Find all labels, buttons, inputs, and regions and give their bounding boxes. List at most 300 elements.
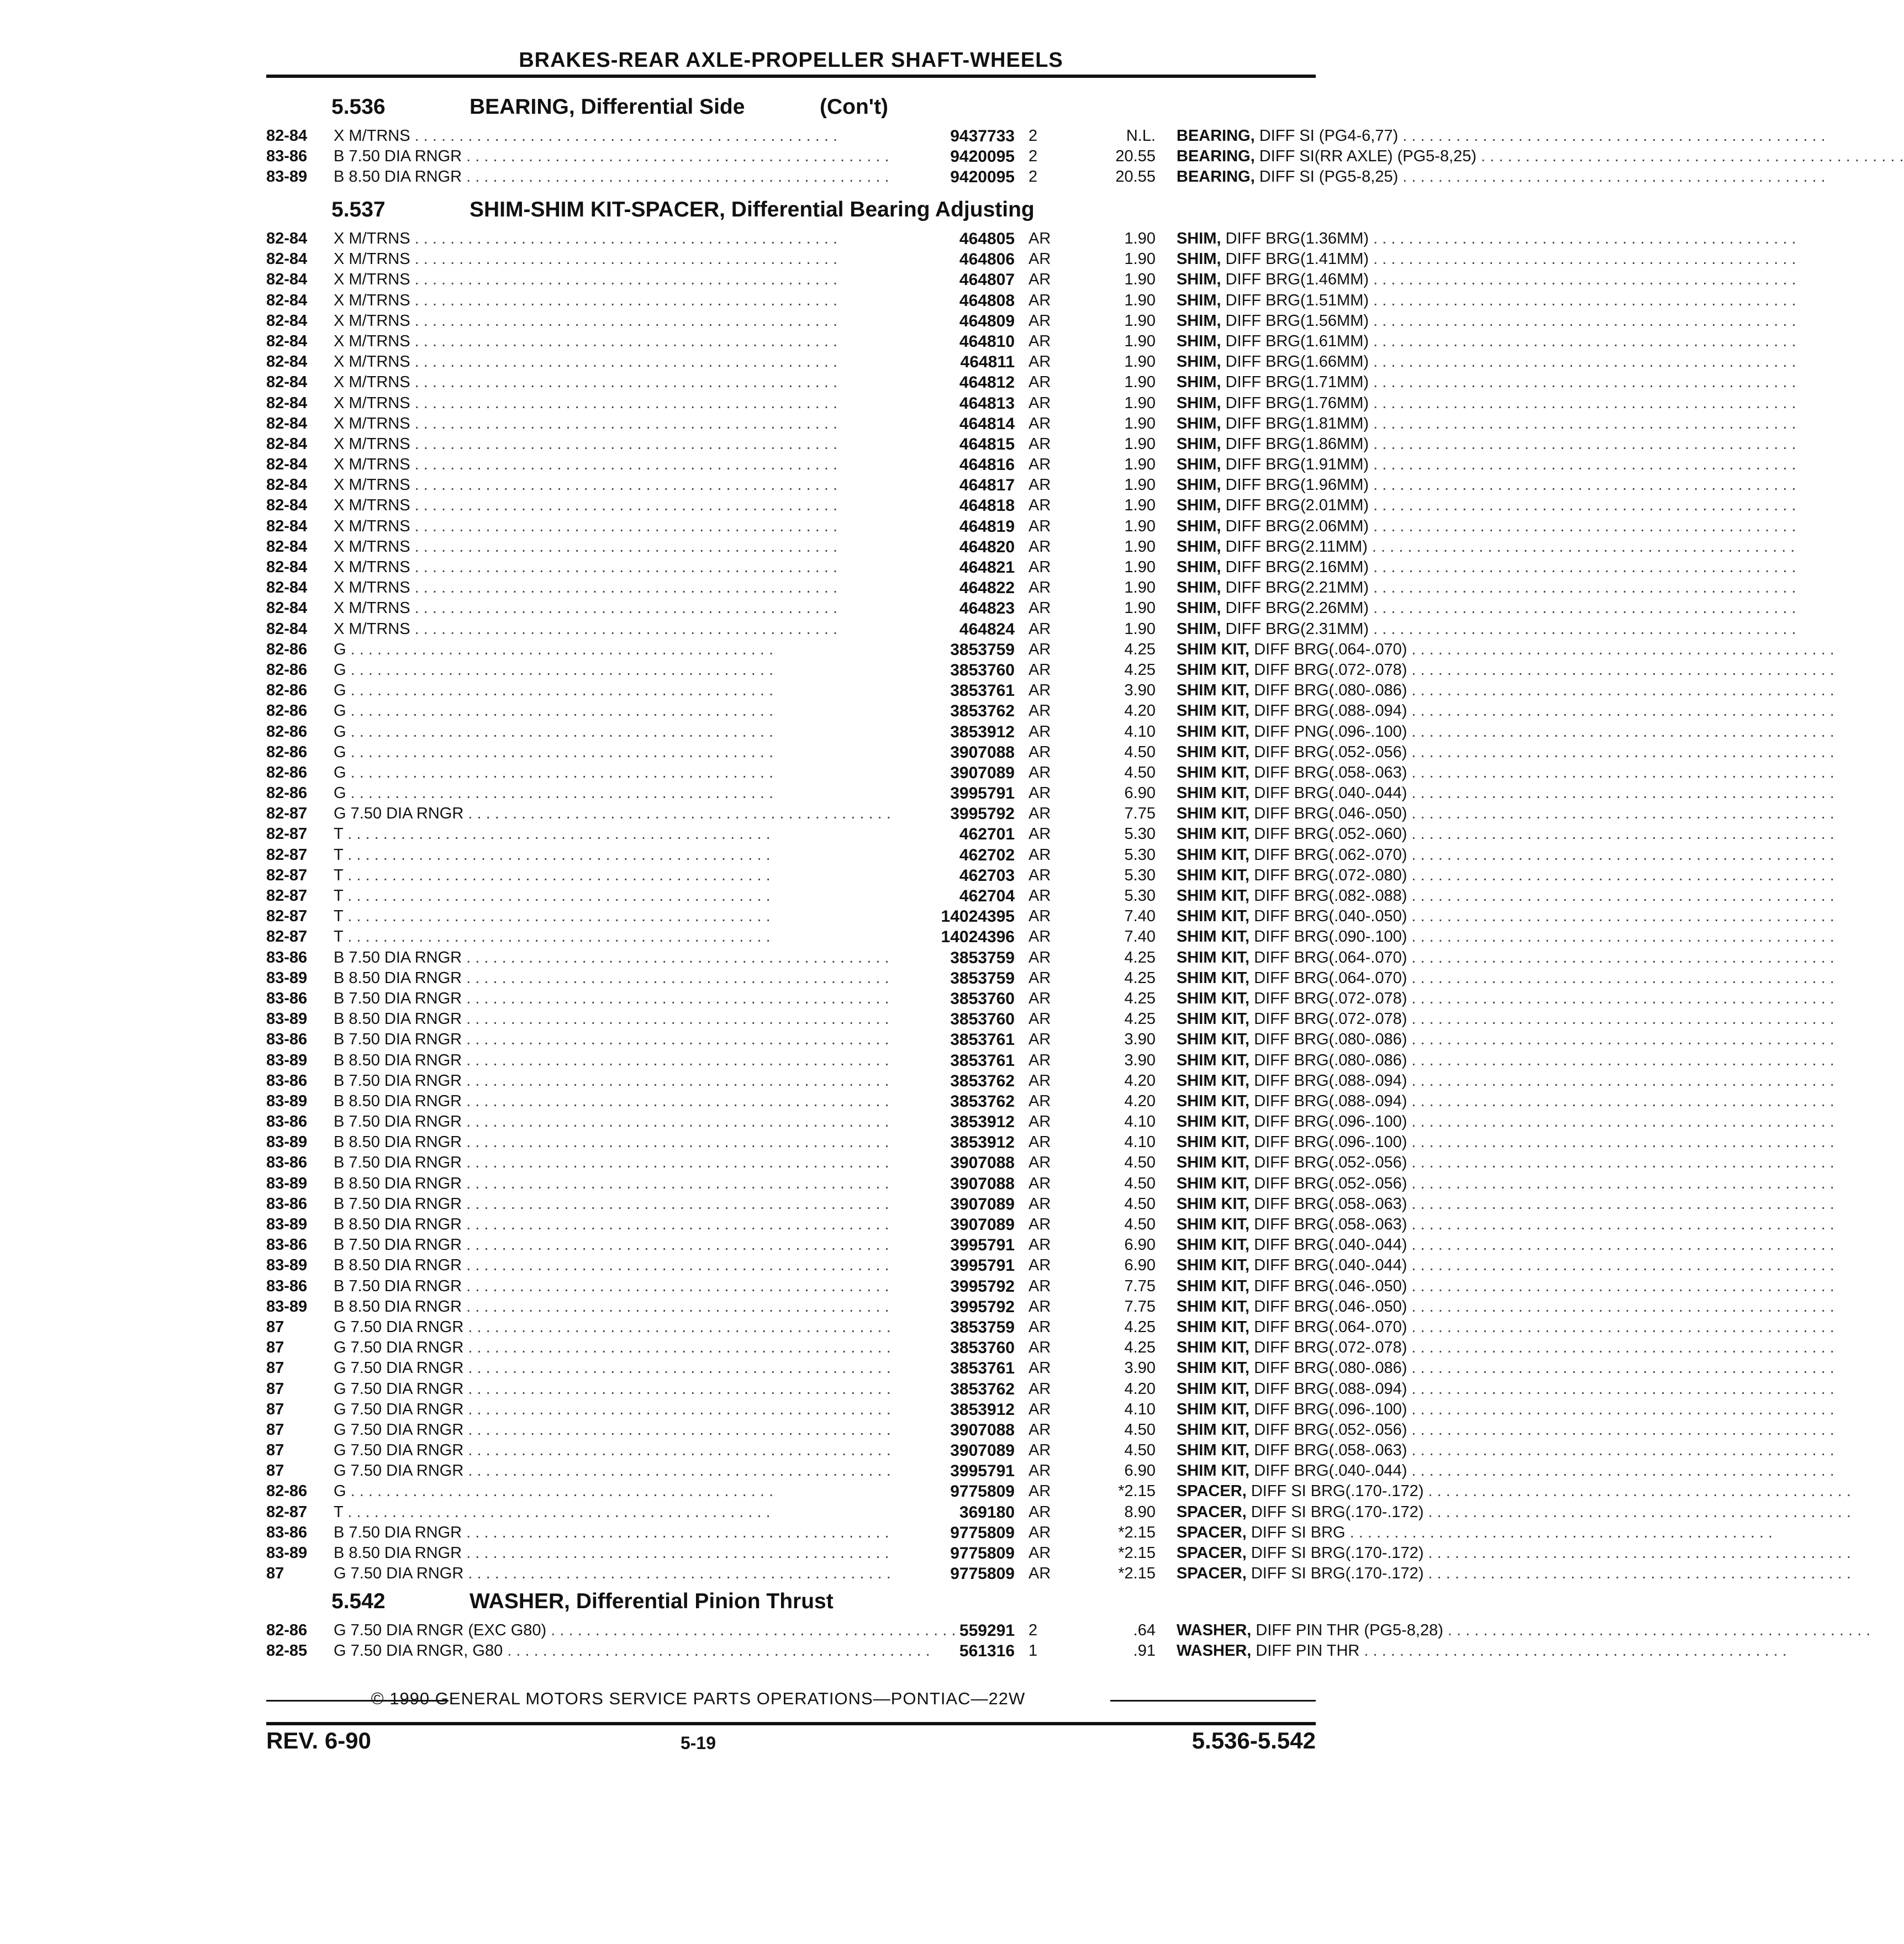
section-number: 5.537 — [331, 198, 386, 221]
description-cell — [1177, 660, 1834, 680]
application-cell — [334, 742, 820, 763]
part-name: SHIM KIT, — [1177, 1113, 1250, 1131]
section-title: WASHER, Differential Pinion Thrust — [470, 1589, 834, 1613]
part-description: DIFF BRG(.040-.050) — [1254, 907, 1407, 926]
revision-label: REV. 6-90 — [266, 1728, 371, 1753]
description-cell — [1177, 352, 1796, 372]
description-cell — [1177, 1071, 1834, 1091]
application-text: X M/TRNS — [334, 394, 410, 412]
application-cell — [334, 1297, 889, 1317]
table-row — [266, 1543, 1851, 1563]
quantity: AR — [1029, 620, 1051, 638]
part-description: DIFF BRG(.046-.050) — [1254, 1277, 1407, 1295]
dot-leader: . . . . . . . . . . . . . . . . . . . . . . . . . . . . . . . . . . . . . . . . . . . . . . . . — [410, 558, 838, 576]
part-description: DIFF BRG(.052-.060) — [1254, 825, 1407, 843]
dot-leader: . . . . . . . . . . . . . . . . . . . . . . . . . . . . . . . . . . . . . . . . . . . . . . . . — [346, 661, 774, 679]
application-text: B 8.50 DIA RNGR — [334, 1051, 462, 1069]
part-number: 559291 — [959, 1621, 1015, 1640]
description-cell — [1177, 1276, 1834, 1297]
dot-leader: . . . . . . . . . . . . . . . . . . . . . . . . . . . . . . . . . . . . . . . . . . . . . . . . — [1407, 661, 1834, 679]
dot-leader: . . . . . . . . . . . . . . . . . . . . . . . . . . . . . . . . . . . . . . . . . . . . . . . . — [1369, 230, 1796, 247]
description-cell — [1177, 824, 1834, 844]
part-number: 3907088 — [950, 1174, 1015, 1193]
part-name: SHIM KIT, — [1177, 1297, 1250, 1316]
model-year: 82-84 — [266, 127, 308, 145]
table-row — [266, 640, 1834, 660]
dot-leader: . . . . . . . . . . . . . . . . . . . . . . . . . . . . . . . . . . . . . . . . . . . . . . . . — [1407, 1400, 1834, 1418]
description-cell — [1177, 1255, 1834, 1276]
application-cell — [334, 598, 838, 619]
dot-leader: . . . . . . . . . . . . . . . . . . . . . . . . . . . . . . . . . . . . . . . . . . . . . . . . — [462, 1113, 889, 1131]
price: 6.90 — [1124, 1256, 1156, 1275]
part-number: 14024395 — [941, 907, 1015, 926]
table-row — [266, 1235, 1834, 1255]
dot-leader: . . . . . . . . . . . . . . . . . . . . . . . . . . . . . . . . . . . . . . . . . . . . . . . . — [410, 373, 838, 392]
price: 4.25 — [1124, 1010, 1156, 1028]
model-year: 83-89 — [266, 1256, 308, 1275]
part-name: SHIM KIT, — [1177, 805, 1250, 823]
dot-leader: . . . . . . . . . . . . . . . . . . . . . . . . . . . . . . . . . . . . . . . . . . . . . . . . — [1407, 1010, 1834, 1028]
dot-leader: . . . . . . . . . . . . . . . . . . . . . . . . . . . . . . . . . . . . . . . . . . . . . . . . — [1407, 722, 1834, 741]
description-cell — [1177, 1317, 1834, 1338]
part-number: 464812 — [959, 373, 1015, 392]
application-cell — [334, 1071, 889, 1091]
quantity: AR — [1029, 805, 1051, 823]
application-text: X M/TRNS — [334, 435, 410, 453]
quantity: 2 — [1029, 127, 1038, 145]
application-text: B 8.50 DIA RNGR — [334, 1133, 462, 1151]
part-number: 3907088 — [950, 1154, 1015, 1172]
table-row — [266, 146, 1904, 167]
model-year: 82-84 — [266, 435, 308, 453]
description-cell — [1177, 804, 1834, 824]
dot-leader: . . . . . . . . . . . . . . . . . . . . . . . . . . . . . . . . . . . . . . . . . . . . . . . . — [1369, 517, 1796, 535]
section-title: BEARING, Differential Side — [470, 95, 745, 119]
model-year: 82-85 — [266, 1642, 308, 1660]
model-year: 83-89 — [266, 1133, 308, 1151]
dot-leader: . . . . . . . . . . . . . . . . . . . . . . . . . . . . . . . . . . . . . . . . . . . . . . . . — [343, 846, 771, 864]
model-year: 83-86 — [266, 1277, 308, 1295]
price: 8.90 — [1124, 1503, 1156, 1521]
model-year: 87 — [266, 1420, 284, 1439]
model-year: 82-87 — [266, 887, 308, 905]
model-year: 87 — [266, 1339, 284, 1357]
price: *2.15 — [1118, 1523, 1156, 1541]
application-text: B 8.50 DIA RNGR — [334, 1297, 462, 1316]
part-name: SHIM KIT, — [1177, 1277, 1250, 1295]
quantity: AR — [1029, 1318, 1051, 1336]
description-cell — [1177, 1358, 1834, 1378]
quantity: AR — [1029, 866, 1051, 884]
description-cell — [1177, 1399, 1834, 1420]
application-text: B 7.50 DIA RNGR — [334, 147, 462, 166]
dot-leader: . . . . . . . . . . . . . . . . . . . . . . . . . . . . . . . . . . . . . . . . . . . . . . . . — [1407, 825, 1834, 843]
part-description: DIFF PNG(.096-.100) — [1254, 722, 1407, 741]
price: 7.40 — [1124, 928, 1156, 946]
dot-leader: . . . . . . . . . . . . . . . . . . . . . . . . . . . . . . . . . . . . . . . . . . . . . . . . — [343, 1503, 771, 1521]
table-row — [266, 619, 1796, 640]
application-text: B 7.50 DIA RNGR — [334, 1154, 462, 1172]
model-year: 83-89 — [266, 1092, 308, 1110]
quantity: AR — [1029, 579, 1051, 597]
dot-leader: . . . . . . . . . . . . . . . . . . . . . . . . . . . . . . . . . . . . . . . . . . . . . . . . — [462, 1297, 889, 1316]
table-row — [266, 1620, 1871, 1641]
part-name: SHIM KIT, — [1177, 1380, 1250, 1398]
part-description: DIFF BRG(1.96MM) — [1225, 476, 1369, 494]
part-description: DIFF BRG(.052-.056) — [1254, 1174, 1407, 1192]
application-text: X M/TRNS — [334, 599, 410, 617]
model-year: 82-84 — [266, 579, 308, 597]
quantity: AR — [1029, 1236, 1051, 1254]
application-cell — [334, 414, 838, 434]
application-cell — [334, 1050, 889, 1071]
dot-leader: . . . . . . . . . . . . . . . . . . . . . . . . . . . . . . . . . . . . . . . . . . . . . . . . — [1369, 250, 1796, 268]
dot-leader: . . . . . . . . . . . . . . . . . . . . . . . . . . . . . . . . . . . . . . . . . . . . . . . . — [1369, 496, 1796, 515]
table-row — [266, 1276, 1834, 1297]
application-cell — [334, 865, 820, 886]
application-cell — [334, 475, 838, 495]
part-number: 9775809 — [950, 1544, 1015, 1562]
part-description: DIFF SI(RR AXLE) (PG5-8,25) — [1259, 147, 1477, 166]
description-cell — [1177, 1132, 1834, 1153]
application-cell — [334, 1399, 891, 1420]
application-cell — [334, 557, 838, 578]
part-name: SPACER, — [1177, 1544, 1247, 1562]
quantity: AR — [1029, 1031, 1051, 1049]
quantity: AR — [1029, 1051, 1051, 1069]
table-row — [266, 845, 1834, 865]
part-number: 464806 — [959, 250, 1015, 269]
dot-leader: . . . . . . . . . . . . . . . . . . . . . . . . . . . . . . . . . . . . . . . . . . . . . . . . — [462, 1154, 889, 1172]
table-row — [266, 414, 1796, 434]
part-number: 9420095 — [950, 147, 1015, 166]
description-cell — [1177, 1297, 1834, 1317]
table-row — [266, 290, 1796, 311]
part-description: DIFF BRG(.072-.078) — [1254, 989, 1407, 1007]
table-row — [266, 886, 1834, 906]
quantity: AR — [1029, 1297, 1051, 1316]
price: 4.25 — [1124, 1318, 1156, 1336]
part-description: DIFF BRG(1.61MM) — [1225, 332, 1369, 350]
application-text: G 7.50 DIA RNGR — [334, 1400, 464, 1418]
dot-leader: . . . . . . . . . . . . . . . . . . . . . . . . . . . . . . . . . . . . . . . . . . . . . . . . — [1407, 1339, 1834, 1357]
model-year: 82-84 — [266, 537, 308, 556]
table-row — [266, 126, 1826, 146]
model-year: 83-86 — [266, 147, 308, 166]
application-cell — [334, 845, 820, 865]
part-description: DIFF SI (PG4-6,77) — [1259, 127, 1399, 145]
description-cell — [1177, 495, 1796, 516]
part-description: DIFF BRG(2.06MM) — [1225, 517, 1369, 535]
price: 7.75 — [1124, 1297, 1156, 1316]
description-cell — [1177, 578, 1796, 598]
application-cell — [334, 1091, 889, 1112]
table-row — [266, 989, 1834, 1009]
part-description: DIFF BRG(.040-.044) — [1254, 784, 1407, 802]
price: 4.50 — [1124, 1154, 1156, 1172]
part-description: DIFF BRG(.090-.100) — [1254, 928, 1407, 946]
part-description: DIFF SI BRG(.170-.172) — [1251, 1565, 1424, 1583]
page-header: BRAKES-REAR AXLE-PROPELLER SHAFT-WHEELS — [266, 49, 1316, 78]
price: 4.50 — [1124, 1441, 1156, 1460]
application-cell — [334, 352, 838, 372]
application-text: X M/TRNS — [334, 517, 410, 535]
table-row — [266, 1174, 1834, 1194]
part-description: DIFF BRG(.088-.094) — [1254, 1092, 1407, 1110]
description-cell — [1177, 516, 1796, 537]
price: 5.30 — [1124, 887, 1156, 905]
quantity: AR — [1029, 907, 1051, 926]
description-cell — [1177, 680, 1834, 701]
model-year: 87 — [266, 1462, 284, 1480]
dot-leader: . . . . . . . . . . . . . . . . . . . . . . . . . . . . . . . . . . . . . . . . . . . . . . . . — [1423, 1482, 1851, 1501]
table-row — [266, 660, 1834, 680]
application-cell — [334, 1543, 889, 1563]
dot-leader: . . . . . . . . . . . . . . . . . . . . . . . . . . . . . . . . . . . . . . . . . . . . . . . . — [1369, 620, 1796, 638]
price: 1.90 — [1124, 496, 1156, 515]
dot-leader: . . . . . . . . . . . . . . . . . . . . . . . . . . . . . . . . . . . . . . . . . . . . . . . . — [1369, 394, 1796, 412]
part-number: 464819 — [959, 517, 1015, 536]
application-cell — [334, 619, 838, 640]
application-text: B 7.50 DIA RNGR — [334, 1031, 462, 1049]
dot-leader: . . . . . . . . . . . . . . . . . . . . . . . . . . . . . . . . . . . . . . . . . . . . . . . . — [346, 763, 774, 781]
dot-leader: . . . . . . . . . . . . . . . . . . . . . . . . . . . . . . . . . . . . . . . . . . . . . . . . — [1407, 989, 1834, 1007]
part-description: DIFF BRG(1.36MM) — [1225, 230, 1369, 247]
footer-copyright: © 1990 GENERAL MOTORS SERVICE PARTS OPERATIONS—PONTIAC—22W — [371, 1689, 1026, 1708]
dot-leader: . . . . . . . . . . . . . . . . . . . . . . . . . . . . . . . . . . . . . . . . . . . . . . . . — [410, 456, 838, 474]
dot-leader: . . . . . . . . . . . . . . . . . . . . . . . . . . . . . . . . . . . . . . . . . . . . . . . . — [410, 435, 838, 453]
price: .64 — [1133, 1621, 1156, 1639]
table-row — [266, 311, 1796, 331]
price: 7.75 — [1124, 805, 1156, 823]
application-cell — [334, 1563, 891, 1584]
section-title: SHIM-SHIM KIT-SPACER, Differential Bearing Adjusting — [470, 198, 1035, 221]
model-year: 83-86 — [266, 1154, 308, 1172]
model-year: 82-84 — [266, 599, 308, 617]
part-description: DIFF BRG(.040-.044) — [1254, 1236, 1407, 1254]
part-description: DIFF SI BRG — [1251, 1523, 1346, 1541]
description-cell — [1177, 783, 1834, 804]
application-text: X M/TRNS — [334, 332, 410, 350]
model-year: 82-86 — [266, 661, 308, 679]
description-cell — [1177, 598, 1796, 619]
application-cell — [334, 372, 838, 393]
dot-leader: . . . . . . . . . . . . . . . . . . . . . . . . . . . . . . . . . . . . . . . . . . . . . . . . — [1407, 784, 1834, 802]
table-row — [266, 331, 1796, 352]
table-row — [266, 763, 1834, 783]
price: 4.50 — [1124, 1420, 1156, 1439]
table-row — [266, 1255, 1834, 1276]
part-name: SHIM, — [1177, 435, 1221, 453]
part-number: 9775809 — [950, 1565, 1015, 1583]
quantity: AR — [1029, 825, 1051, 843]
model-year: 82-84 — [266, 230, 308, 247]
application-text: G 7.50 DIA RNGR — [334, 1380, 464, 1398]
quantity: AR — [1029, 599, 1051, 617]
part-name: SPACER, — [1177, 1503, 1247, 1521]
section-heading — [266, 198, 1316, 225]
price: 6.90 — [1124, 1236, 1156, 1254]
application-text: B 8.50 DIA RNGR — [334, 1010, 462, 1028]
application-cell — [334, 722, 820, 742]
quantity: AR — [1029, 558, 1051, 576]
dot-leader: . . . . . . . . . . . . . . . . . . . . . . . . . . . . . . . . . . . . . . . . . . . . . . . . — [1369, 558, 1796, 576]
dot-leader: . . . . . . . . . . . . . . . . . . . . . . . . . . . . . . . . . . . . . . . . . . . . . . . . — [1407, 640, 1834, 658]
dot-leader: . . . . . . . . . . . . . . . . . . . . . . . . . . . . . . . . . . . . . . . . . . . . . . . . — [1476, 147, 1904, 166]
part-name: BEARING, — [1177, 127, 1255, 145]
application-cell — [334, 1112, 889, 1132]
part-number: 3853759 — [950, 969, 1015, 987]
dot-leader: . . . . . . . . . . . . . . . . . . . . . . . . . . . . . . . . . . . . . . . . . . . . . . . . — [1407, 887, 1834, 905]
dot-leader: . . . . . . . . . . . . . . . . . . . . . . . . . . . . . . . . . . . . . . . . . . . . . . . . — [346, 1482, 774, 1501]
part-number: 3853912 — [950, 1113, 1015, 1132]
quantity: AR — [1029, 353, 1051, 371]
application-text: X M/TRNS — [334, 558, 410, 576]
part-name: SHIM KIT, — [1177, 1236, 1250, 1254]
application-cell — [334, 167, 889, 187]
part-description: DIFF BRG(.080-.086) — [1254, 1359, 1407, 1377]
part-number: 3907089 — [950, 1216, 1015, 1234]
application-cell — [334, 763, 820, 783]
dot-leader: . . . . . . . . . . . . . . . . . . . . . . . . . . . . . . . . . . . . . . . . . . . . . . . . — [1407, 846, 1834, 864]
dot-leader: . . . . . . . . . . . . . . . . . . . . . . . . . . . . . . . . . . . . . . . . . . . . . . . . — [1407, 702, 1834, 720]
application-cell — [334, 1358, 891, 1378]
part-name: SHIM KIT, — [1177, 1031, 1250, 1049]
table-row — [266, 722, 1834, 742]
price: 7.75 — [1124, 1277, 1156, 1295]
model-year: 83-89 — [266, 1216, 308, 1233]
price: 1.90 — [1124, 517, 1156, 535]
part-name: SHIM, — [1177, 496, 1221, 515]
part-description: DIFF BRG(1.86MM) — [1225, 435, 1369, 453]
dot-leader: . . . . . . . . . . . . . . . . . . . . . . . . . . . . . . . . . . . . . . . . . . . . . . . . — [343, 928, 771, 946]
quantity: AR — [1029, 1174, 1051, 1192]
quantity: AR — [1029, 969, 1051, 987]
dot-leader: . . . . . . . . . . . . . . . . . . . . . . . . . . . . . . . . . . . . . . . . . . . . . . . . — [1407, 1133, 1834, 1151]
part-name: SPACER, — [1177, 1523, 1247, 1541]
dot-leader: . . . . . . . . . . . . . . . . . . . . . . . . . . . . . . . . . . . . . . . . . . . . . . . . — [462, 1092, 889, 1110]
description-cell — [1177, 1563, 1851, 1584]
application-text: G — [334, 784, 346, 802]
model-year: 87 — [266, 1441, 284, 1460]
application-cell — [334, 455, 838, 475]
table-row — [266, 393, 1796, 414]
table-row — [266, 1379, 1834, 1399]
part-number: 464816 — [959, 456, 1015, 474]
description-cell — [1177, 989, 1834, 1009]
table-row — [266, 270, 1796, 290]
application-text: X M/TRNS — [334, 496, 410, 515]
description-cell — [1177, 1641, 1787, 1661]
dot-leader: . . . . . . . . . . . . . . . . . . . . . . . . . . . . . . . . . . . . . . . . . . . . . . . . — [462, 1133, 889, 1151]
price: 3.90 — [1124, 1031, 1156, 1049]
price: 1.90 — [1124, 537, 1156, 556]
description-cell — [1177, 1523, 1773, 1543]
model-year: 83-89 — [266, 1297, 308, 1316]
description-cell — [1177, 229, 1796, 249]
part-name: SHIM KIT, — [1177, 969, 1250, 987]
model-year: 82-84 — [266, 394, 308, 412]
part-number: 3907089 — [950, 763, 1015, 782]
application-cell — [334, 434, 838, 455]
part-description: DIFF PIN THR — [1256, 1642, 1360, 1660]
dot-leader: . . . . . . . . . . . . . . . . . . . . . . . . . . . . . . . . . . . . . . . . . . . . . . . . — [1407, 1420, 1834, 1439]
model-year: 82-86 — [266, 640, 308, 658]
part-number: 369180 — [959, 1503, 1015, 1522]
dot-leader: . . . . . . . . . . . . . . . . . . . . . . . . . . . . . . . . . . . . . . . . . . . . . . . . — [462, 1010, 889, 1028]
model-year: 87 — [266, 1380, 284, 1398]
description-cell — [1177, 475, 1796, 495]
price: 1.90 — [1124, 394, 1156, 412]
application-text: X M/TRNS — [334, 579, 410, 597]
description-cell — [1177, 906, 1834, 927]
part-number: 462702 — [959, 846, 1015, 864]
application-text: G 7.50 DIA RNGR — [334, 1565, 464, 1583]
model-year: 83-89 — [266, 1010, 308, 1028]
quantity: AR — [1029, 989, 1051, 1007]
page-number: 5-19 — [680, 1733, 716, 1753]
quantity: AR — [1029, 1441, 1051, 1460]
part-description: DIFF BRG(2.31MM) — [1225, 620, 1369, 638]
part-number: 462703 — [959, 866, 1015, 885]
application-cell — [334, 1420, 891, 1440]
table-row — [266, 804, 1834, 824]
table-row — [266, 906, 1834, 927]
part-name: SHIM KIT, — [1177, 1216, 1250, 1233]
application-text: B 7.50 DIA RNGR — [334, 989, 462, 1007]
part-description: DIFF BRG(.040-.044) — [1254, 1256, 1407, 1275]
part-number: 464809 — [959, 311, 1015, 330]
part-name: SHIM, — [1177, 250, 1221, 268]
dot-leader: . . . . . . . . . . . . . . . . . . . . . . . . . . . . . . . . . . . . . . . . . . . . . . . . — [1407, 1031, 1834, 1049]
price: 5.30 — [1124, 846, 1156, 864]
part-description: DIFF SI BRG(.170-.172) — [1251, 1503, 1424, 1521]
part-number: 3907089 — [950, 1195, 1015, 1213]
part-number: 3853762 — [950, 1092, 1015, 1111]
description-cell — [1177, 1091, 1834, 1112]
dot-leader: . . . . . . . . . . . . . . . . . . . . . . . . . . . . . . . . . . . . . . . . . . . . . . . . — [1369, 271, 1796, 289]
part-name: SHIM KIT, — [1177, 1400, 1250, 1418]
application-cell — [334, 1502, 820, 1523]
part-number: 14024396 — [941, 928, 1015, 947]
description-cell — [1177, 886, 1834, 906]
dot-leader: . . . . . . . . . . . . . . . . . . . . . . . . . . . . . . . . . . . . . . . . . . . . . . . . — [463, 1565, 891, 1583]
part-description: DIFF BRG(.052-.056) — [1254, 1420, 1407, 1439]
quantity: AR — [1029, 1359, 1051, 1377]
part-number: 464813 — [959, 394, 1015, 413]
quantity: AR — [1029, 291, 1051, 309]
price: 20.55 — [1115, 168, 1156, 186]
parts-table — [266, 126, 1904, 188]
dot-leader: . . . . . . . . . . . . . . . . . . . . . . . . . . . . . . . . . . . . . . . . . . . . . . . . — [410, 250, 838, 268]
application-text: X M/TRNS — [334, 250, 410, 268]
model-year: 82-86 — [266, 1482, 308, 1501]
part-description: DIFF BRG(.052-.056) — [1254, 1154, 1407, 1172]
dot-leader: . . . . . . . . . . . . . . . . . . . . . . . . . . . . . . . . . . . . . . . . . . . . . . . . — [410, 127, 838, 145]
part-description: DIFF BRG(.080-.086) — [1254, 1051, 1407, 1069]
part-number: 3995791 — [950, 784, 1015, 803]
dot-leader: . . . . . . . . . . . . . . . . . . . . . . . . . . . . . . . . . . . . . . . . . . . . . . . . — [1407, 928, 1834, 946]
dot-leader: . . . . . . . . . . . . . . . . . . . . . . . . . . . . . . . . . . . . . . . . . . . . . . . . — [1407, 1216, 1834, 1233]
quantity: AR — [1029, 1544, 1051, 1562]
dot-leader: . . . . . . . . . . . . . . . . . . . . . . . . . . . . . . . . . . . . . . . . . . . . . . . . — [1407, 1154, 1834, 1172]
part-name: SHIM KIT, — [1177, 640, 1250, 658]
table-row — [266, 1050, 1834, 1071]
dot-leader: . . . . . . . . . . . . . . . . . . . . . . . . . . . . . . . . . . . . . . . . . . . . . . . . — [343, 887, 771, 905]
application-cell — [334, 906, 820, 927]
application-cell — [334, 701, 820, 721]
price: 3.90 — [1124, 682, 1156, 700]
